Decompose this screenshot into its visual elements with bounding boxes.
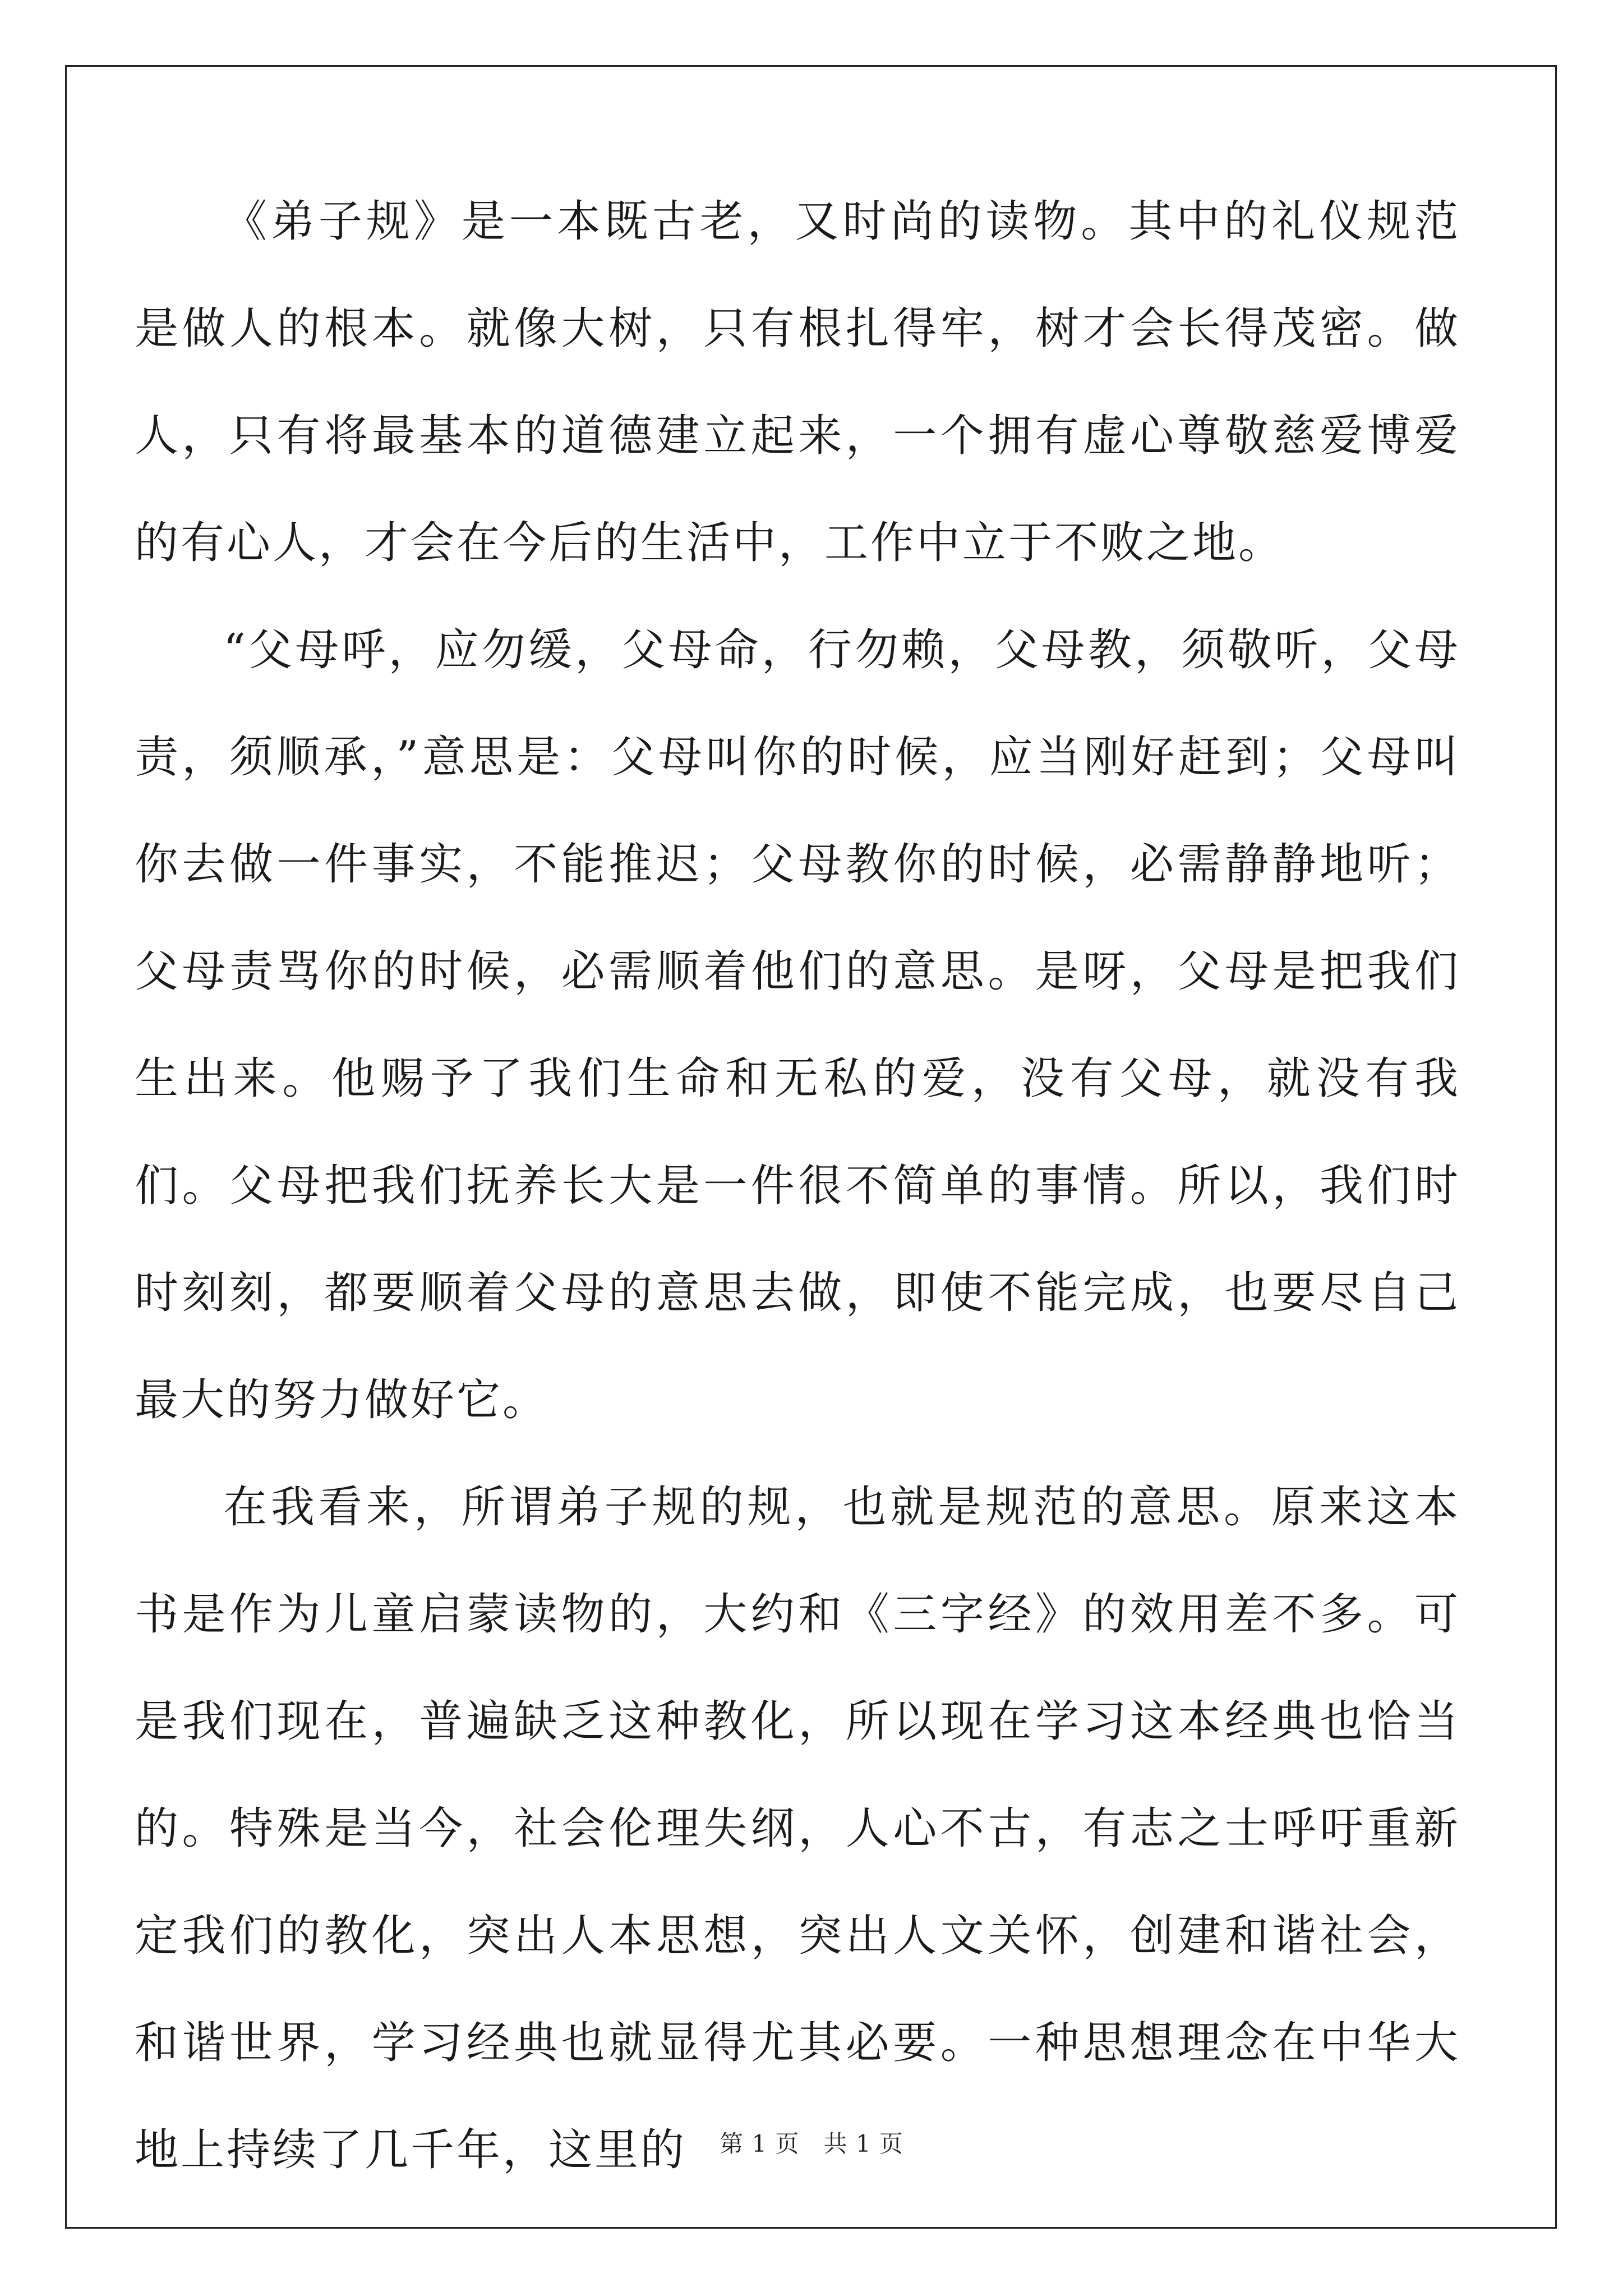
paragraph-3: 在我看来，所谓弟子规的规，也就是规范的意思。原来这本书是作为儿童启蒙读物的，大约和《三字经》的效用差不多。可是我们现在，普遍缺乏这种教化，所以现在学习这本经典也恰当的。特殊是当今，社会伦理失纲，人心不古，有志之士呼吁重新定我们的教化，突出人本思想，突出人文关怀，创建和谐社会，和谐世界，学习经典也就显得尤其必要。一种思想理念在中华大地上持续了几千年，这里的 — [135, 1482, 1460, 2175]
page-number-footer: 第 1 页 共 1 页 — [720, 2130, 903, 2157]
document-body — [135, 168, 1460, 2204]
paragraph-2: “父母呼，应勿缓，父母命，行勿赖，父母教，须敬听，父母责，须顺承，”意思是：父母叫你的时候，应当刚好赶到；父母叫你去做一件事实，不能推迟；父母教你的时候，必需静静地听；父母责骂你的时候，必需顺着他们的意思。是呀，父母是把我们生出来。他赐予了我们生命和无私的爱，没有父母，就没有我们。父母把我们抚养长大是一件很不简单的事情。所以，我们时时刻刻，都要顺着父母的意思去做，即使不能完成，也要尽自己最大的努力做好它。 — [135, 625, 1460, 1425]
paragraph-1: 《弟子规》是一本既古老，又时尚的读物。其中的礼仪规范是做人的根本。就像大树，只有根扎得牢，树才会长得茂密。做人，只有将最基本的道德建立起来，一个拥有虚心尊敬慈爱博爱的有心人，才会在今后的生活中，工作中立于不败之地。 — [135, 196, 1460, 568]
